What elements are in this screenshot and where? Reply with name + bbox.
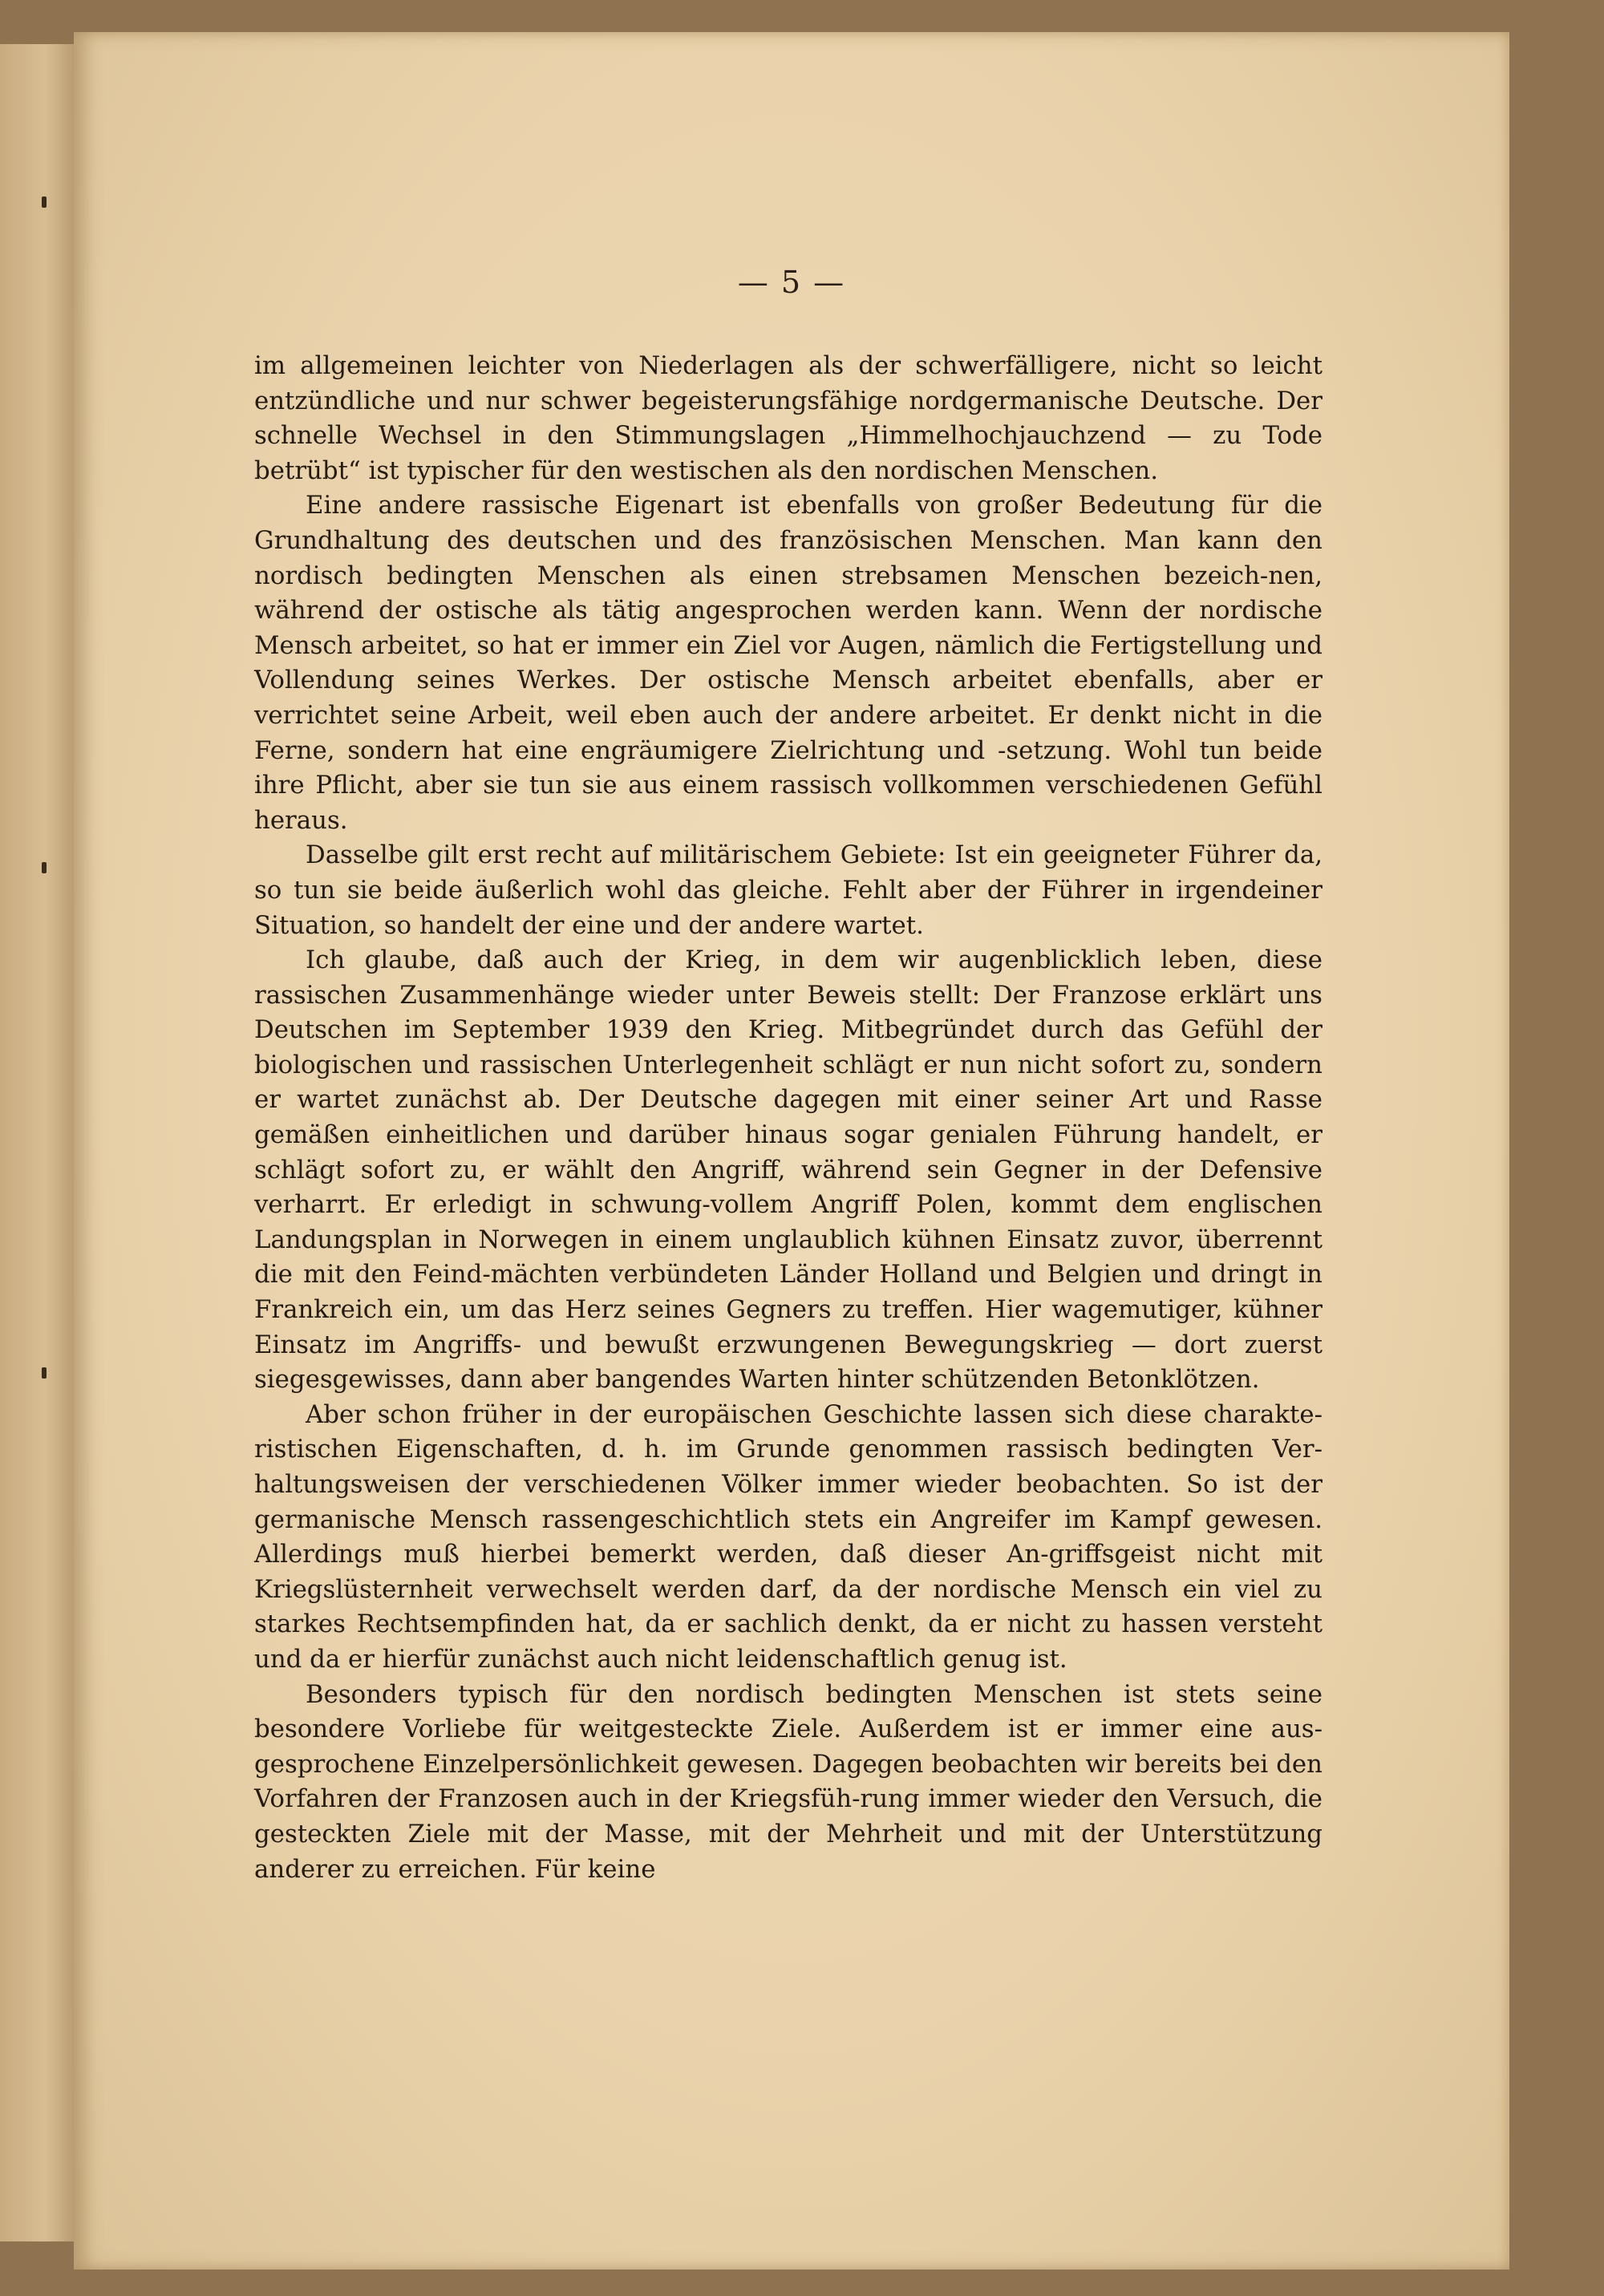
previous-page-edge (0, 44, 79, 2241)
paragraph-6: Besonders typisch für den nordisch bedingten Menschen ist stets seine besondere Vorliebe für weitgesteckte Ziele. Außerdem ist er immer eine aus-gesprochene Einzelpersönlichkeit gewesen. Dagegen beobachten wir bereits bei den Vorfahren der Franzosen auch in der Kriegsfüh-rung immer wieder den Versuch, die gesteckten Ziele mit der Masse, mit der Mehrheit und mit der Unterstützung anderer zu erreichen. Für keine (254, 1679, 1322, 1884)
page-body-text (254, 349, 1322, 1887)
paragraph-5: Aber schon früher in der europäischen Geschichte lassen sich diese charakte-ristischen Eigenschaften, d. h. im Grunde genommen rassisch bedingten Ver-haltungsweisen der verschiedenen Völker immer wieder beobachten. So ist der germanische Mensch rassengeschichtlich stets ein Angreifer im Kampf gewesen. Allerdings muß hierbei bemerkt werden, daß dieser An-griffsgeist nicht mit Kriegslüsternheit verwechselt werden darf, da der nordische Mensch ein viel zu starkes Rechtsempfinden hat, da er sachlich denkt, da er nicht zu hassen versteht und da er hierfür zunächst auch nicht leidenschaftlich genug ist. (254, 1399, 1322, 1674)
margin-mark (42, 1367, 47, 1379)
margin-mark (42, 862, 47, 873)
page-number: — 5 — (737, 265, 846, 300)
paragraph-1: im allgemeinen leichter von Niederlagen als der schwerfälligere, nicht so leicht entzündliche und nur schwer begeisterungsfähige nordgermanische Deutsche. Der schnelle Wechsel in den Stimmungslagen „Himmelhochjauchzend — zu Tode betrübt“ ist typischer für den westischen als den nordischen Menschen. (254, 351, 1322, 485)
paragraph-2: Eine andere rassische Eigenart ist ebenfalls von großer Bedeutung für die Grundhaltung des deutschen und des französischen Menschen. Man kann den nordisch bedingten Menschen als einen strebsamen Menschen bezeich-nen, während der ostische als tätig angesprochen werden kann. Wenn der nordische Mensch arbeitet, so hat er immer ein Ziel vor Augen, nämlich die Fertigstellung und Vollendung seines Werkes. Der ostische Mensch arbeitet ebenfalls, aber er verrichtet seine Arbeit, weil eben auch der andere arbeitet. Er denkt nicht in die Ferne, sondern hat eine engräumigere Zielrichtung und -setzung. Wohl tun beide ihre Pflicht, aber sie tun sie aus einem rassisch vollkommen verschiedenen Gefühl heraus. (254, 491, 1322, 835)
margin-mark (42, 196, 47, 208)
book-page (74, 32, 1509, 2270)
paragraph-4: Ich glaube, daß auch der Krieg, in dem wir augenblicklich leben, diese rassischen Zusammenhänge wieder unter Beweis stellt: Der Franzose erklärt uns Deutschen im September 1939 den Krieg. Mitbegründet durch das Gefühl der biologischen und rassischen Unterlegenheit schlägt er nun nicht sofort zu, sondern er wartet zunächst ab. Der Deutsche dagegen mit einer seiner Art und Rasse gemäßen einheitlichen und darüber hinaus sogar genialen Führung handelt, er schlägt sofort zu, er wählt den Angriff, während sein Gegner in der Defensive verharrt. Er erledigt in schwung-vollem Angriff Polen, kommt dem englischen Landungsplan in Norwegen in einem unglaublich kühnen Einsatz zuvor, überrennt die mit den Feind-mächten verbündeten Länder Holland und Belgien und dringt in Frankreich ein, um das Herz seines Gegners zu treffen. Hier wagemutiger, kühner Einsatz im Angriffs- und bewußt erzwungenen Bewegungskrieg — dort zuerst siegesgewisses, dann aber bangendes Warten hinter schützenden Betonklötzen. (254, 946, 1322, 1395)
paragraph-3: Dasselbe gilt erst recht auf militärischem Gebiete: Ist ein geeigneter Führer da, so tun sie beide äußerlich wohl das gleiche. Fehlt aber der Führer in irgendeiner Situation, so handelt der eine und der andere wartet. (254, 840, 1322, 940)
